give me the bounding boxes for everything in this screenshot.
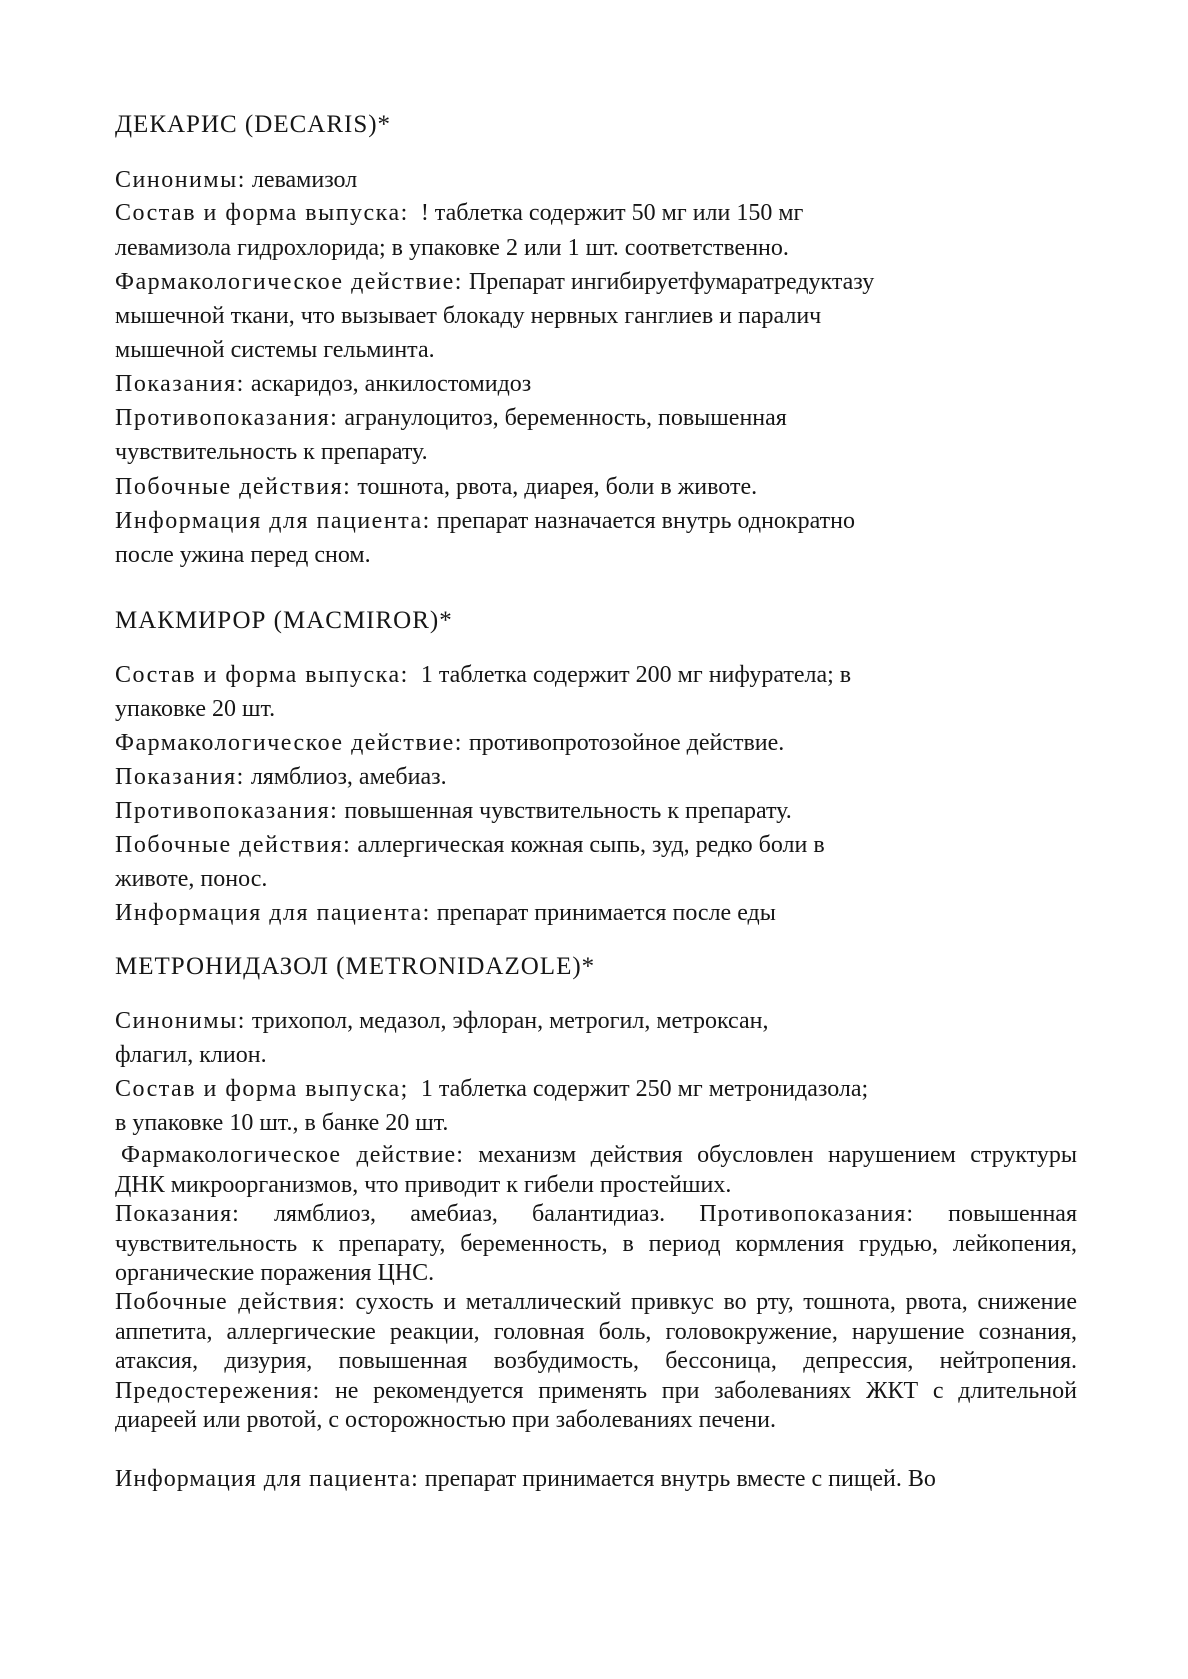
- contra-text: повышенная чувствительность к препарату.: [338, 798, 792, 824]
- indications-label: Показания:: [115, 371, 245, 397]
- pharm-label: Фармакологическое действие:: [115, 730, 463, 756]
- patient-info-text: препарат принимается внутрь вместе с пищей. Во: [418, 1466, 936, 1492]
- synonyms-line: [115, 165, 357, 195]
- composition-line-2: левамизола гидрохлорида; в упаковке 2 или 1 шт. соответственно.: [115, 235, 789, 261]
- contra-label: Противопоказания:: [699, 1201, 915, 1227]
- pharm-paragraph: [115, 1141, 1077, 1200]
- pharm-line-2: мышечной ткани, что вызывает блокаду нервных ганглиев и паралич: [115, 303, 822, 329]
- patient-info-line: [115, 506, 855, 536]
- contra-label: Противопоказания:: [115, 405, 339, 431]
- contra-label: Противопоказания:: [115, 798, 339, 824]
- contra-line: [115, 403, 787, 433]
- composition-text: ! таблетка содержит 50 мг или 150 мг: [408, 200, 804, 226]
- side-effects-line: [115, 472, 757, 502]
- patient-info-text: препарат назначается внутрь однократно: [430, 508, 855, 534]
- pharm-text: механизм действия обусловлен нарушением структуры ДНК микроорганизмов, что приводит к гибели простейших.: [115, 1142, 1077, 1198]
- indications-line: [115, 369, 531, 399]
- patient-info-text: препарат принимается после еды: [430, 900, 776, 926]
- side-effects-paragraph: [115, 1288, 1077, 1436]
- indications-label: Показания:: [115, 764, 245, 790]
- pharm-text: противопротозойное действие.: [462, 730, 785, 756]
- pharm-line: [115, 728, 784, 758]
- composition-line: [115, 1074, 868, 1104]
- side-effects-label: Побочные действия:: [115, 1289, 346, 1315]
- pharm-label: Фармакологическое действие:: [115, 269, 463, 295]
- side-effects-line: [115, 830, 825, 860]
- composition-line: [115, 660, 851, 690]
- drug-title: ДЕКАРИС (DECARIS)*: [115, 111, 392, 138]
- composition-label: Состав и форма выпуска:: [115, 662, 409, 688]
- composition-text: 1 таблетка содержит 200 мг нифуратела; в: [408, 662, 852, 688]
- patient-info-label: Информация для пациента:: [115, 900, 431, 926]
- patient-info-line: [115, 898, 776, 928]
- composition-label: Состав и форма выпуска:: [115, 200, 409, 226]
- patient-info-line-2: после ужина перед сном.: [115, 542, 371, 568]
- patient-info-label: Информация для пациента:: [115, 508, 431, 534]
- indications-text: лямблиоз, амебиаз.: [244, 764, 447, 790]
- warnings-label: Предостережения:: [115, 1377, 321, 1404]
- pharm-line: [115, 267, 874, 297]
- indications-text: лямблиоз, амебиаз, балантидиаз.: [239, 1201, 700, 1227]
- side-effects-label: Побочные действия:: [115, 474, 352, 500]
- indications-line: [115, 762, 447, 792]
- synonyms-label: Синонимы:: [115, 1008, 246, 1034]
- composition-label: Состав и форма выпуска;: [115, 1076, 409, 1102]
- synonyms-line: [115, 1006, 768, 1036]
- composition-line-2: упаковке 20 шт.: [115, 696, 276, 722]
- pharm-label: Фармакологическое действие:: [121, 1142, 464, 1168]
- indications-text: аскаридоз, анкилостомидоз: [244, 371, 532, 397]
- contra-line: [115, 796, 792, 826]
- side-effects-text: сухость и металлический привкус во рту, тошнота, рвота, снижение аппетита, аллергические реакции, головная боль, головокружение, нарушение сознания, атаксия, дизурия, повышенная возбудимость, бессоница, депрессия, нейтропения.: [115, 1289, 1077, 1374]
- indications-paragraph: [115, 1200, 1077, 1289]
- synonyms-label: Синонимы:: [115, 167, 246, 193]
- warnings-text: не рекомендуется применять при заболеваниях ЖКТ с длительной диареей или рвотой, с осторожностью при заболеваниях печени.: [115, 1377, 1077, 1433]
- indications-label: Показания:: [115, 1201, 240, 1227]
- pharm-text: Препарат ингибируетфумаратредуктазу: [462, 269, 875, 295]
- composition-line: [115, 198, 803, 228]
- side-effects-line-2: животе, понос.: [115, 866, 268, 892]
- contra-text: повышенная чувствительность к препарату, беременность, в период кормления грудью, лейкопения, органические поражения ЦНС.: [115, 1201, 1077, 1286]
- side-effects-text: тошнота, рвота, диарея, боли в животе.: [351, 474, 758, 500]
- patient-info-paragraph: [115, 1465, 1077, 1495]
- synonyms-text: левамизол: [245, 167, 358, 193]
- drug-title: МЕТРОНИДАЗОЛ (METRONIDAZOLE)*: [115, 953, 596, 980]
- synonyms-line-2: флагил, клион.: [115, 1042, 267, 1068]
- composition-line-2: в упаковке 10 шт., в банке 20 шт.: [115, 1110, 449, 1136]
- side-effects-text: аллергическая кожная сыпь, зуд, редко боли в: [351, 832, 825, 858]
- composition-text: 1 таблетка содержит 250 мг метронидазола;: [408, 1076, 869, 1102]
- drug-title: МАКМИРОР (MACMIROR)*: [115, 607, 453, 634]
- contra-text: агранулоцитоз, беременность, повышенная: [338, 405, 787, 431]
- synonyms-text: трихопол, медазол, эфлоран, метрогил, метроксан,: [245, 1008, 769, 1034]
- pharm-line-3: мышечной системы гельминта.: [115, 337, 435, 363]
- contra-line-2: чувствительность к препарату.: [115, 439, 428, 465]
- side-effects-label: Побочные действия:: [115, 832, 352, 858]
- patient-info-label: Информация для пациента:: [115, 1466, 419, 1492]
